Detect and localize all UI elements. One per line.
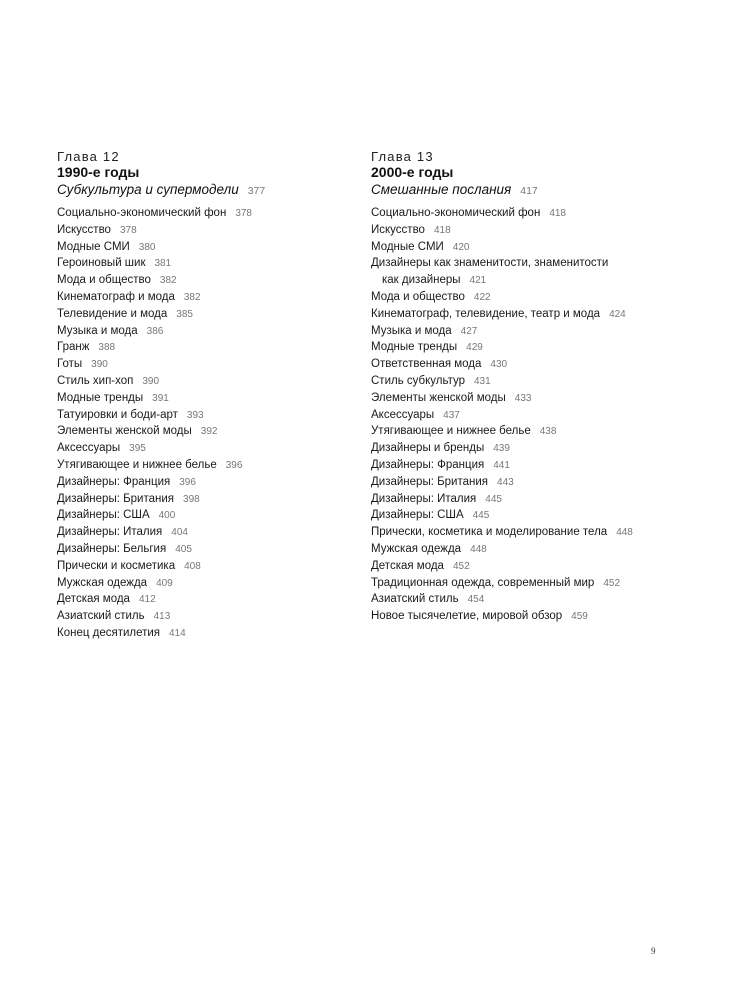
- toc-entry: [371, 407, 671, 424]
- toc-entry-title: Модные тренды: [371, 341, 458, 354]
- toc-entry-list: [57, 205, 347, 642]
- toc-entry-page: 414: [169, 627, 186, 639]
- toc-entry-title: Дизайнеры как знаменитости, знаменитости: [371, 257, 609, 270]
- toc-entry-page: 445: [485, 493, 502, 505]
- toc-entry: [371, 491, 671, 508]
- toc-entry-title: Дизайнеры: Италия: [371, 492, 477, 505]
- toc-entry: [57, 591, 347, 608]
- toc-entry-page: 438: [539, 426, 557, 438]
- toc-entry-page: 418: [433, 224, 451, 236]
- toc-entry-title: как дизайнеры: [382, 274, 461, 287]
- toc-entry-page: 404: [171, 527, 188, 539]
- toc-entry-title: Стиль субкультур: [371, 374, 465, 387]
- toc-entry: [57, 608, 347, 625]
- toc-entry-page: 378: [235, 208, 252, 219]
- chapter-12-column: [57, 149, 347, 642]
- toc-entry-page: 396: [179, 476, 196, 488]
- toc-entry-title: Дизайнеры: Британия: [57, 492, 175, 505]
- toc-entry-title: Новое тысячелетие, мировой обзор: [371, 610, 563, 623]
- toc-entry-title: Прически, косметика и моделирование тела: [371, 526, 608, 539]
- toc-entry: [371, 373, 671, 390]
- toc-entry-page: 459: [571, 611, 588, 623]
- chapter-subtitle-page: 377: [247, 185, 266, 197]
- toc-entry-title: Гранж: [57, 341, 90, 354]
- toc-entry: [371, 608, 671, 625]
- toc-entry-title: Дизайнеры: Бельгия: [57, 542, 167, 555]
- chapter-subtitle-text: Субкультура и супермодели: [57, 182, 239, 197]
- toc-entry-page: 381: [154, 258, 172, 270]
- toc-entry-title: Мужская одежда: [57, 576, 148, 589]
- toc-entry-page: 385: [176, 308, 193, 320]
- toc-entry-page: 409: [156, 577, 173, 589]
- toc-entry-page: 382: [183, 291, 201, 303]
- toc-entry-title: Татуировки и боди-арт: [57, 408, 178, 421]
- toc-entry-page: 380: [138, 241, 156, 253]
- toc-entry-title: Готы: [57, 358, 83, 371]
- toc-entry-title: Конец десятилетия: [57, 626, 161, 639]
- toc-entry: [57, 373, 347, 390]
- toc-entry-title: Кинематограф, телевидение, театр и мода: [371, 307, 601, 320]
- toc-entry-page: 427: [460, 325, 478, 337]
- toc-entry-page: 388: [98, 342, 116, 354]
- toc-entry-title: Искусство: [57, 223, 111, 236]
- toc-entry: [57, 306, 347, 323]
- toc-entry: [57, 289, 347, 306]
- toc-entry-title: Музыка и мода: [57, 324, 138, 337]
- toc-entry: [371, 423, 671, 440]
- toc-entry-title: Ответственная мода: [371, 358, 482, 371]
- toc-entry: [371, 205, 671, 222]
- toc-entry: [371, 239, 671, 256]
- toc-entry: [371, 390, 671, 407]
- toc-entry-page: 424: [609, 308, 626, 320]
- toc-entry-page: 420: [452, 241, 470, 253]
- chapter-title: 1990-е годы: [57, 164, 140, 180]
- toc-entry-title: Мода и общество: [57, 274, 151, 287]
- toc-entry-title: Дизайнеры и бренды: [371, 442, 485, 455]
- toc-entry-title: Мода и общество: [371, 290, 465, 303]
- toc-entry-page: 448: [616, 527, 633, 539]
- toc-entry: [371, 457, 671, 474]
- toc-entry-list: [371, 205, 671, 625]
- toc-entry-page: 421: [469, 275, 487, 287]
- toc-entry-page: 441: [493, 459, 510, 471]
- toc-entry-page: 445: [472, 510, 490, 522]
- toc-entry: [371, 255, 671, 272]
- toc-entry-title: Прически и косметика: [57, 559, 176, 572]
- toc-entry: [57, 457, 347, 474]
- toc-entry-title: Аксессуары: [371, 408, 435, 421]
- toc-entry-page: 437: [443, 409, 460, 421]
- toc-entry-page: 413: [153, 611, 171, 623]
- toc-entry-title: Утягивающее и нижнее белье: [371, 425, 531, 438]
- toc-entry-title: Стиль хип-хоп: [57, 374, 134, 387]
- toc-entry-title: Дизайнеры: США: [371, 509, 464, 522]
- chapter-subtitle-text: Смешанные послания: [371, 182, 512, 197]
- toc-entry: [57, 575, 347, 592]
- toc-entry: [57, 440, 347, 457]
- toc-entry: [57, 541, 347, 558]
- toc-entry: [371, 541, 671, 558]
- toc-entry-title: Детская мода: [371, 559, 444, 572]
- toc-entry: [57, 407, 347, 424]
- toc-entry: [57, 255, 347, 272]
- page-number: 9: [651, 946, 656, 956]
- toc-entry-title: Модные СМИ: [57, 240, 130, 253]
- toc-entry-page: 422: [473, 291, 491, 303]
- toc-entry-page: 431: [473, 375, 491, 387]
- chapter-title: 2000-е годы: [371, 164, 454, 180]
- toc-entry: [371, 591, 671, 608]
- toc-entry: [371, 507, 671, 524]
- chapter-subtitle-page: 417: [520, 185, 538, 197]
- toc-entry: [57, 625, 347, 642]
- toc-entry-title: Дизайнеры: Италия: [57, 526, 163, 539]
- toc-entry-page: 433: [514, 392, 532, 404]
- chapter-13-column: [371, 149, 671, 625]
- toc-entry-page: 396: [225, 459, 243, 471]
- toc-entry-title: Детская мода: [57, 593, 130, 606]
- toc-entry-title: Героиновый шик: [57, 257, 146, 270]
- chapter-subtitle: [371, 181, 671, 199]
- toc-entry-page: 405: [175, 543, 192, 555]
- toc-entry: [371, 356, 671, 373]
- toc-entry-page: 378: [119, 224, 137, 236]
- toc-entry-page: 448: [470, 543, 487, 555]
- toc-entry: [57, 239, 347, 256]
- toc-entry: [57, 390, 347, 407]
- toc-entry-page: 393: [186, 409, 204, 421]
- toc-entry-page: 386: [146, 325, 164, 337]
- toc-entry-page: 392: [200, 426, 218, 438]
- toc-entry-title: Музыка и мода: [371, 324, 452, 337]
- chapter-subtitle: [57, 181, 347, 199]
- toc-entry-page: 412: [138, 594, 156, 606]
- toc-entry-title: Телевидение и мода: [57, 307, 168, 320]
- toc-entry-page: 390: [142, 375, 160, 387]
- toc-entry-title: Социально-экономический фон: [371, 207, 541, 219]
- toc-entry-page: 408: [184, 560, 201, 572]
- toc-entry: [57, 272, 347, 289]
- toc-entry: [57, 222, 347, 239]
- toc-entry-title: Азиатский стиль: [57, 610, 145, 623]
- toc-entry: [371, 524, 671, 541]
- toc-entry-title: Мужская одежда: [371, 542, 462, 555]
- toc-entry-title: Утягивающее и нижнее белье: [57, 458, 217, 471]
- toc-entry-page: 382: [159, 275, 177, 287]
- toc-entry: [57, 205, 347, 222]
- toc-entry: [57, 491, 347, 508]
- toc-entry: [371, 289, 671, 306]
- toc-entry-page: 391: [152, 392, 169, 404]
- toc-entry: [57, 423, 347, 440]
- toc-entry-page: 390: [91, 359, 108, 371]
- toc-entry-title: Азиатский стиль: [371, 593, 459, 606]
- toc-entry: [371, 222, 671, 239]
- toc-entry-title: Элементы женской моды: [371, 391, 506, 404]
- toc-entry-page: 452: [452, 560, 470, 572]
- toc-entry-title: Дизайнеры: Британия: [371, 475, 489, 488]
- toc-entry: [371, 575, 671, 592]
- toc-entry-page: 418: [549, 208, 566, 219]
- toc-entry: [57, 558, 347, 575]
- toc-entry-title: Аксессуары: [57, 442, 121, 455]
- toc-entry-page: 430: [490, 359, 508, 371]
- toc-entry: [371, 339, 671, 356]
- toc-entry: [57, 339, 347, 356]
- toc-entry: [57, 356, 347, 373]
- toc-entry: [371, 474, 671, 491]
- toc-entry-page: 443: [497, 476, 514, 488]
- toc-entry: [371, 440, 671, 457]
- toc-entry-page: 400: [158, 510, 176, 522]
- chapter-label: Глава 12: [57, 149, 120, 164]
- toc-entry-page: 429: [466, 342, 483, 354]
- toc-entry-title: Искусство: [371, 223, 425, 236]
- toc-entry: [371, 272, 671, 289]
- toc-entry-title: Дизайнеры: Франция: [371, 458, 485, 471]
- toc-entry-page: 398: [183, 493, 200, 505]
- toc-entry: [57, 323, 347, 340]
- toc-entry-page: 439: [493, 443, 510, 455]
- toc-entry: [57, 474, 347, 491]
- chapter-label: Глава 13: [371, 149, 434, 164]
- toc-entry-title: Дизайнеры: США: [57, 509, 150, 522]
- toc-entry: [371, 323, 671, 340]
- toc-entry-page: 454: [467, 594, 485, 606]
- toc-entry: [371, 306, 671, 323]
- toc-entry: [371, 558, 671, 575]
- toc-entry-title: Кинематограф и мода: [57, 290, 175, 303]
- toc-entry-title: Модные СМИ: [371, 240, 444, 253]
- toc-entry-title: Социально-экономический фон: [57, 207, 227, 219]
- toc-entry-title: Дизайнеры: Франция: [57, 475, 171, 488]
- toc-entry-page: 452: [603, 577, 621, 589]
- toc-entry: [57, 507, 347, 524]
- toc-entry-page: 395: [129, 443, 146, 455]
- toc-entry-title: Элементы женской моды: [57, 425, 192, 438]
- toc-entry: [57, 524, 347, 541]
- toc-entry-title: Традиционная одежда, современный мир: [371, 576, 595, 589]
- toc-entry-title: Модные тренды: [57, 391, 144, 404]
